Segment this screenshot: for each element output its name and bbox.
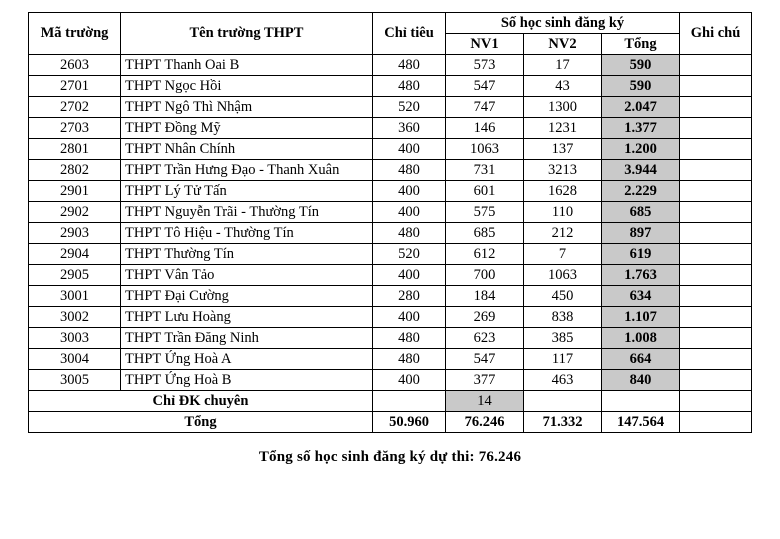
row-nv2: 3213 bbox=[524, 160, 602, 181]
row-nv2: 212 bbox=[524, 223, 602, 244]
row-school-name: THPT Ngọc Hồi bbox=[121, 76, 373, 97]
header-nv1: NV1 bbox=[446, 34, 524, 55]
row-total: 685 bbox=[602, 202, 680, 223]
row-code: 2802 bbox=[29, 160, 121, 181]
row-total: 634 bbox=[602, 286, 680, 307]
header-total: Tổng bbox=[602, 34, 680, 55]
header-code: Mã trường bbox=[29, 13, 121, 55]
row-note bbox=[680, 223, 752, 244]
sum-row-nv2: 71.332 bbox=[524, 412, 602, 433]
row-target: 400 bbox=[373, 181, 446, 202]
row-school-name: THPT Thanh Oai B bbox=[121, 55, 373, 76]
row-nv1: 184 bbox=[446, 286, 524, 307]
sum-row-target: 50.960 bbox=[373, 412, 446, 433]
row-total: 664 bbox=[602, 349, 680, 370]
row-school-name: THPT Vân Tảo bbox=[121, 265, 373, 286]
row-school-name: THPT Đồng Mỹ bbox=[121, 118, 373, 139]
table-row bbox=[29, 370, 752, 391]
special-row-label: Chỉ ĐK chuyên bbox=[29, 391, 373, 412]
header-row-top bbox=[29, 13, 752, 34]
sum-row-total: 147.564 bbox=[602, 412, 680, 433]
row-code: 3004 bbox=[29, 349, 121, 370]
row-target: 480 bbox=[373, 55, 446, 76]
row-nv2: 43 bbox=[524, 76, 602, 97]
row-school-name: THPT Trần Đăng Ninh bbox=[121, 328, 373, 349]
row-school-name: THPT Đại Cường bbox=[121, 286, 373, 307]
row-total: 590 bbox=[602, 76, 680, 97]
row-target: 480 bbox=[373, 160, 446, 181]
row-nv1: 547 bbox=[446, 349, 524, 370]
table-row bbox=[29, 328, 752, 349]
special-row-target bbox=[373, 391, 446, 412]
special-row-note bbox=[680, 391, 752, 412]
row-target: 400 bbox=[373, 370, 446, 391]
row-code: 3001 bbox=[29, 286, 121, 307]
table-row bbox=[29, 223, 752, 244]
row-total: 897 bbox=[602, 223, 680, 244]
row-note bbox=[680, 370, 752, 391]
row-total: 1.377 bbox=[602, 118, 680, 139]
header-target: Chỉ tiêu bbox=[373, 13, 446, 55]
row-nv1: 747 bbox=[446, 97, 524, 118]
row-nv2: 1063 bbox=[524, 265, 602, 286]
row-total: 3.944 bbox=[602, 160, 680, 181]
row-note bbox=[680, 118, 752, 139]
row-nv1: 623 bbox=[446, 328, 524, 349]
table-row bbox=[29, 160, 752, 181]
row-note bbox=[680, 55, 752, 76]
table-row bbox=[29, 307, 752, 328]
table-header bbox=[29, 13, 752, 55]
row-nv2: 450 bbox=[524, 286, 602, 307]
sum-row bbox=[29, 412, 752, 433]
header-nv2: NV2 bbox=[524, 34, 602, 55]
row-target: 520 bbox=[373, 97, 446, 118]
row-note bbox=[680, 265, 752, 286]
header-name: Tên trường THPT bbox=[121, 13, 373, 55]
row-target: 360 bbox=[373, 118, 446, 139]
row-code: 2801 bbox=[29, 139, 121, 160]
row-code: 2905 bbox=[29, 265, 121, 286]
header-group-registrations: Số học sinh đăng ký bbox=[446, 13, 680, 34]
row-nv1: 575 bbox=[446, 202, 524, 223]
row-code: 2702 bbox=[29, 97, 121, 118]
row-target: 520 bbox=[373, 244, 446, 265]
row-nv1: 573 bbox=[446, 55, 524, 76]
row-note bbox=[680, 160, 752, 181]
row-total: 1.763 bbox=[602, 265, 680, 286]
row-code: 2701 bbox=[29, 76, 121, 97]
row-nv2: 385 bbox=[524, 328, 602, 349]
special-row-nv2 bbox=[524, 391, 602, 412]
row-nv2: 137 bbox=[524, 139, 602, 160]
header-note: Ghi chú bbox=[680, 13, 752, 55]
table-row bbox=[29, 118, 752, 139]
row-code: 2904 bbox=[29, 244, 121, 265]
row-code: 2901 bbox=[29, 181, 121, 202]
row-school-name: THPT Nhân Chính bbox=[121, 139, 373, 160]
table-row bbox=[29, 202, 752, 223]
table-row bbox=[29, 97, 752, 118]
row-nv2: 1231 bbox=[524, 118, 602, 139]
row-school-name: THPT Thường Tín bbox=[121, 244, 373, 265]
table-row bbox=[29, 76, 752, 97]
row-nv1: 269 bbox=[446, 307, 524, 328]
row-total: 840 bbox=[602, 370, 680, 391]
row-nv1: 1063 bbox=[446, 139, 524, 160]
row-nv1: 146 bbox=[446, 118, 524, 139]
row-total: 2.047 bbox=[602, 97, 680, 118]
row-code: 3002 bbox=[29, 307, 121, 328]
row-school-name: THPT Tô Hiệu - Thường Tín bbox=[121, 223, 373, 244]
row-nv1: 377 bbox=[446, 370, 524, 391]
special-row-chuyen bbox=[29, 391, 752, 412]
row-note bbox=[680, 328, 752, 349]
row-code: 3005 bbox=[29, 370, 121, 391]
row-note bbox=[680, 181, 752, 202]
row-nv2: 17 bbox=[524, 55, 602, 76]
table-row bbox=[29, 244, 752, 265]
row-target: 480 bbox=[373, 223, 446, 244]
table-row bbox=[29, 286, 752, 307]
row-note bbox=[680, 349, 752, 370]
row-total: 2.229 bbox=[602, 181, 680, 202]
row-total: 590 bbox=[602, 55, 680, 76]
row-nv1: 547 bbox=[446, 76, 524, 97]
row-total: 1.107 bbox=[602, 307, 680, 328]
row-school-name: THPT Nguyễn Trãi - Thường Tín bbox=[121, 202, 373, 223]
row-school-name: THPT Ngô Thì Nhậm bbox=[121, 97, 373, 118]
row-nv1: 612 bbox=[446, 244, 524, 265]
row-code: 2703 bbox=[29, 118, 121, 139]
row-code: 2603 bbox=[29, 55, 121, 76]
sum-row-nv1: 76.246 bbox=[446, 412, 524, 433]
row-target: 400 bbox=[373, 265, 446, 286]
row-school-name: THPT Lưu Hoàng bbox=[121, 307, 373, 328]
special-row-nv1: 14 bbox=[446, 391, 524, 412]
row-note bbox=[680, 202, 752, 223]
table-body bbox=[29, 55, 752, 433]
row-nv2: 7 bbox=[524, 244, 602, 265]
row-nv2: 117 bbox=[524, 349, 602, 370]
table-row bbox=[29, 181, 752, 202]
table-row bbox=[29, 139, 752, 160]
row-target: 400 bbox=[373, 139, 446, 160]
row-note bbox=[680, 97, 752, 118]
row-target: 480 bbox=[373, 76, 446, 97]
sum-row-label: Tổng bbox=[29, 412, 373, 433]
row-note bbox=[680, 244, 752, 265]
table-row bbox=[29, 55, 752, 76]
row-school-name: THPT Lý Tử Tấn bbox=[121, 181, 373, 202]
sum-row-note bbox=[680, 412, 752, 433]
table-row bbox=[29, 265, 752, 286]
special-row-total bbox=[602, 391, 680, 412]
row-nv2: 1300 bbox=[524, 97, 602, 118]
row-target: 280 bbox=[373, 286, 446, 307]
row-total: 619 bbox=[602, 244, 680, 265]
row-nv1: 601 bbox=[446, 181, 524, 202]
row-total: 1.200 bbox=[602, 139, 680, 160]
row-school-name: THPT Ứng Hoà A bbox=[121, 349, 373, 370]
row-code: 2903 bbox=[29, 223, 121, 244]
row-note bbox=[680, 139, 752, 160]
row-target: 400 bbox=[373, 307, 446, 328]
row-nv1: 731 bbox=[446, 160, 524, 181]
row-code: 2902 bbox=[29, 202, 121, 223]
row-nv1: 700 bbox=[446, 265, 524, 286]
row-school-name: THPT Trần Hưng Đạo - Thanh Xuân bbox=[121, 160, 373, 181]
table-row bbox=[29, 349, 752, 370]
row-total: 1.008 bbox=[602, 328, 680, 349]
row-code: 3003 bbox=[29, 328, 121, 349]
row-note bbox=[680, 76, 752, 97]
row-note bbox=[680, 286, 752, 307]
row-nv2: 110 bbox=[524, 202, 602, 223]
row-target: 480 bbox=[373, 328, 446, 349]
row-nv2: 838 bbox=[524, 307, 602, 328]
row-nv1: 685 bbox=[446, 223, 524, 244]
row-school-name: THPT Ứng Hoà B bbox=[121, 370, 373, 391]
row-nv2: 1628 bbox=[524, 181, 602, 202]
footer-note: Tổng số học sinh đăng ký dự thi: 76.246 bbox=[258, 449, 522, 465]
row-target: 480 bbox=[373, 349, 446, 370]
row-note bbox=[680, 307, 752, 328]
row-nv2: 463 bbox=[524, 370, 602, 391]
row-target: 400 bbox=[373, 202, 446, 223]
registration-table bbox=[28, 12, 752, 433]
